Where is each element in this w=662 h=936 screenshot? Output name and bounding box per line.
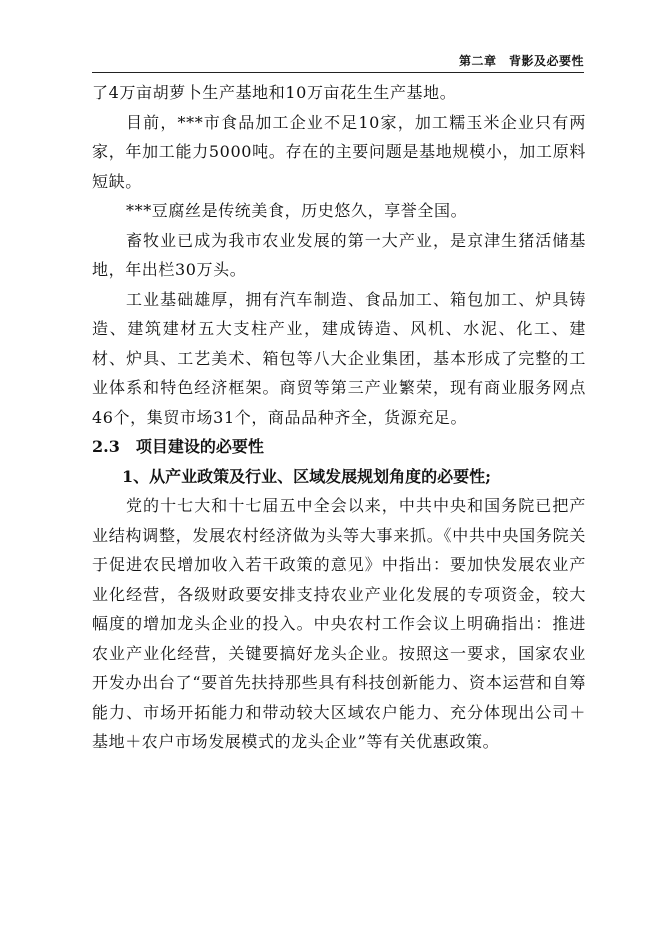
paragraph-industry: 工业基础雄厚，拥有汽车制造、食品加工、箱包加工、炉具铸造、建筑建材五大支柱产业，建成铸造、风机、水泥、化工、建材、炉具、工艺美术、箱包等八大企业集团，基本形成了完整的工业体系和特色经济框架。商贸等第三产业繁荣，现有商业服务网点46个，集贸市场31个，商品品种齐全，货源充足。 <box>92 289 586 427</box>
chapter-title: 第二章 背影及必要性 <box>458 54 584 68</box>
paragraph-policy: 党的十七大和十七届五中全会以来，中共中央和国务院已把产业结构调整，发展农村经济做为头等大事来抓。《中共中央国务院关于促进农民增加收入若干政策的意见》中指出：要加快发展农业产业化经营，各级财政要安排支持农业产业化发展的专项资金，较大幅度的增加龙头企业的投入。中央农村工作会议上明确指出：推进农业产业化经营，关键要搞好龙头企业。按照这一要求，国家农业开发办出台了“要首先扶持那些具有科技创新能力、资本运营和自筹能力、市场开拓能力和带动较大区域农户能力、充分体现出公司＋基地＋农户市场发展模式的龙头企业”等有关优惠政策。 <box>92 496 586 751</box>
paragraph-food-processing: 目前，***市食品加工企业不足10家，加工糯玉米企业只有两家，年加工能力5000吨。存在的主要问题是基地规模小，加工原料短缺。 <box>92 112 586 191</box>
paragraph-tofu: ***豆腐丝是传统美食，历史悠久，享誉全国。 <box>126 201 468 220</box>
paragraph-livestock: 畜牧业已成为我市农业发展的第一大产业，是京津生猪活储基地，年出栏30万头。 <box>92 230 586 279</box>
section-heading: 2.3 项目建设的必要性 <box>92 437 264 456</box>
subsection-heading: 1、从产业政策及行业、区域发展规划角度的必要性; <box>122 466 492 486</box>
document-body <box>92 78 586 757</box>
paragraph-continuation: 了4万亩胡萝卜生产基地和10万亩花生生产基地。 <box>92 83 457 102</box>
page-header <box>92 52 584 73</box>
